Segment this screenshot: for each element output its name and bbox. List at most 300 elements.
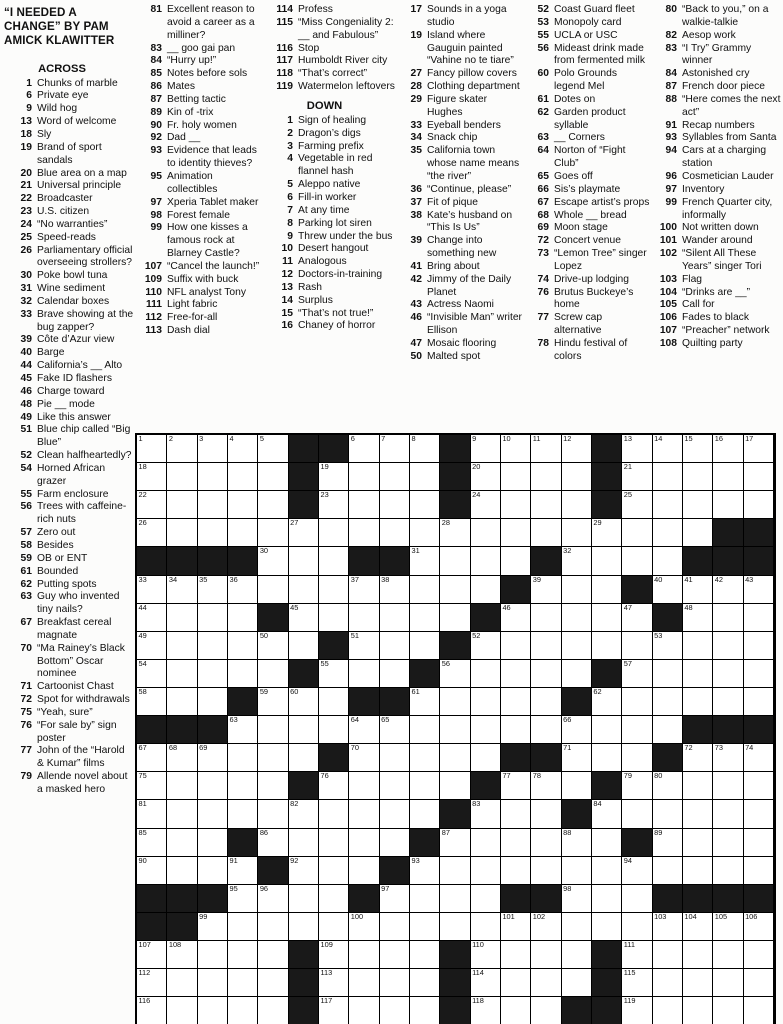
grid-cell[interactable] bbox=[167, 463, 197, 491]
grid-cell[interactable] bbox=[167, 969, 197, 997]
grid-cell[interactable] bbox=[167, 800, 197, 828]
grid-cell[interactable] bbox=[289, 604, 319, 632]
grid-cell[interactable] bbox=[440, 660, 470, 688]
grid-cell[interactable] bbox=[622, 463, 652, 491]
grid-cell[interactable] bbox=[471, 688, 501, 716]
grid-cell[interactable] bbox=[198, 744, 228, 772]
grid-cell[interactable] bbox=[410, 744, 440, 772]
grid-cell[interactable] bbox=[622, 969, 652, 997]
grid-cell[interactable] bbox=[380, 829, 410, 857]
grid-cell[interactable] bbox=[258, 660, 288, 688]
grid-cell[interactable] bbox=[319, 913, 349, 941]
grid-cell[interactable] bbox=[410, 632, 440, 660]
grid-cell[interactable] bbox=[258, 829, 288, 857]
grid-cell[interactable] bbox=[744, 744, 774, 772]
grid-cell[interactable] bbox=[562, 772, 592, 800]
grid-cell[interactable] bbox=[531, 632, 561, 660]
grid-cell[interactable] bbox=[440, 519, 470, 547]
grid-cell[interactable] bbox=[380, 800, 410, 828]
grid-cell[interactable] bbox=[349, 576, 379, 604]
grid-cell[interactable] bbox=[258, 716, 288, 744]
grid-cell[interactable] bbox=[562, 632, 592, 660]
grid-cell[interactable] bbox=[501, 660, 531, 688]
grid-cell[interactable] bbox=[258, 800, 288, 828]
grid-cell[interactable] bbox=[531, 463, 561, 491]
grid-cell[interactable] bbox=[713, 744, 743, 772]
grid-cell[interactable] bbox=[592, 857, 622, 885]
grid-cell[interactable] bbox=[289, 885, 319, 913]
grid-cell[interactable] bbox=[228, 941, 258, 969]
grid-cell[interactable] bbox=[622, 997, 652, 1024]
grid-cell[interactable] bbox=[653, 632, 683, 660]
grid-cell[interactable] bbox=[744, 491, 774, 519]
grid-cell[interactable] bbox=[471, 997, 501, 1024]
grid-cell[interactable] bbox=[319, 519, 349, 547]
grid-cell[interactable] bbox=[289, 632, 319, 660]
grid-cell[interactable] bbox=[713, 857, 743, 885]
grid-cell[interactable] bbox=[228, 857, 258, 885]
grid-cell[interactable] bbox=[531, 913, 561, 941]
grid-cell[interactable] bbox=[744, 435, 774, 463]
grid-cell[interactable] bbox=[410, 800, 440, 828]
grid-cell[interactable] bbox=[471, 969, 501, 997]
grid-cell[interactable] bbox=[683, 632, 713, 660]
grid-cell[interactable] bbox=[592, 604, 622, 632]
grid-cell[interactable] bbox=[531, 941, 561, 969]
grid-cell[interactable] bbox=[380, 997, 410, 1024]
grid-cell[interactable] bbox=[258, 913, 288, 941]
grid-cell[interactable] bbox=[319, 997, 349, 1024]
grid-cell[interactable] bbox=[258, 491, 288, 519]
grid-cell[interactable] bbox=[562, 576, 592, 604]
grid-cell[interactable] bbox=[228, 997, 258, 1024]
grid-cell[interactable] bbox=[622, 604, 652, 632]
grid-cell[interactable] bbox=[258, 772, 288, 800]
grid-cell[interactable] bbox=[440, 716, 470, 744]
grid-cell[interactable] bbox=[501, 969, 531, 997]
grid-cell[interactable] bbox=[319, 829, 349, 857]
grid-cell[interactable] bbox=[622, 716, 652, 744]
grid-cell[interactable] bbox=[349, 829, 379, 857]
grid-cell[interactable] bbox=[380, 885, 410, 913]
grid-cell[interactable] bbox=[622, 688, 652, 716]
grid-cell[interactable] bbox=[713, 800, 743, 828]
grid-cell[interactable] bbox=[471, 547, 501, 575]
grid-cell[interactable] bbox=[289, 576, 319, 604]
grid-cell[interactable] bbox=[258, 885, 288, 913]
grid-cell[interactable] bbox=[137, 604, 167, 632]
grid-cell[interactable] bbox=[410, 547, 440, 575]
grid-cell[interactable] bbox=[380, 576, 410, 604]
grid-cell[interactable] bbox=[349, 941, 379, 969]
grid-cell[interactable] bbox=[380, 744, 410, 772]
grid-cell[interactable] bbox=[471, 576, 501, 604]
grid-cell[interactable] bbox=[198, 604, 228, 632]
grid-cell[interactable] bbox=[622, 435, 652, 463]
grid-cell[interactable] bbox=[319, 885, 349, 913]
grid-cell[interactable] bbox=[228, 885, 258, 913]
grid-cell[interactable] bbox=[319, 800, 349, 828]
grid-cell[interactable] bbox=[622, 547, 652, 575]
grid-cell[interactable] bbox=[440, 744, 470, 772]
grid-cell[interactable] bbox=[501, 829, 531, 857]
grid-cell[interactable] bbox=[319, 857, 349, 885]
grid-cell[interactable] bbox=[471, 857, 501, 885]
grid-cell[interactable] bbox=[198, 941, 228, 969]
grid-cell[interactable] bbox=[471, 941, 501, 969]
grid-cell[interactable] bbox=[622, 744, 652, 772]
grid-cell[interactable] bbox=[471, 744, 501, 772]
grid-cell[interactable] bbox=[228, 913, 258, 941]
grid-cell[interactable] bbox=[501, 772, 531, 800]
grid-cell[interactable] bbox=[713, 688, 743, 716]
grid-cell[interactable] bbox=[198, 519, 228, 547]
grid-cell[interactable] bbox=[653, 829, 683, 857]
grid-cell[interactable] bbox=[319, 772, 349, 800]
grid-cell[interactable] bbox=[713, 941, 743, 969]
grid-cell[interactable] bbox=[501, 913, 531, 941]
grid-cell[interactable] bbox=[744, 857, 774, 885]
grid-cell[interactable] bbox=[289, 519, 319, 547]
grid-cell[interactable] bbox=[228, 463, 258, 491]
grid-cell[interactable] bbox=[562, 941, 592, 969]
grid-cell[interactable] bbox=[410, 969, 440, 997]
grid-cell[interactable] bbox=[592, 800, 622, 828]
grid-cell[interactable] bbox=[471, 716, 501, 744]
grid-cell[interactable] bbox=[319, 604, 349, 632]
grid-cell[interactable] bbox=[501, 941, 531, 969]
grid-cell[interactable] bbox=[592, 688, 622, 716]
grid-cell[interactable] bbox=[167, 576, 197, 604]
grid-cell[interactable] bbox=[258, 547, 288, 575]
grid-cell[interactable] bbox=[228, 604, 258, 632]
grid-cell[interactable] bbox=[653, 519, 683, 547]
grid-cell[interactable] bbox=[137, 772, 167, 800]
grid-cell[interactable] bbox=[228, 660, 258, 688]
grid-cell[interactable] bbox=[683, 463, 713, 491]
grid-cell[interactable] bbox=[531, 519, 561, 547]
grid-cell[interactable] bbox=[137, 688, 167, 716]
grid-cell[interactable] bbox=[440, 913, 470, 941]
grid-cell[interactable] bbox=[531, 688, 561, 716]
grid-cell[interactable] bbox=[744, 800, 774, 828]
grid-cell[interactable] bbox=[713, 913, 743, 941]
grid-cell[interactable] bbox=[744, 463, 774, 491]
grid-cell[interactable] bbox=[410, 885, 440, 913]
grid-cell[interactable] bbox=[562, 885, 592, 913]
grid-cell[interactable] bbox=[440, 688, 470, 716]
grid-cell[interactable] bbox=[562, 913, 592, 941]
grid-cell[interactable] bbox=[592, 716, 622, 744]
grid-cell[interactable] bbox=[410, 772, 440, 800]
grid-cell[interactable] bbox=[744, 941, 774, 969]
grid-cell[interactable] bbox=[167, 660, 197, 688]
grid-cell[interactable] bbox=[744, 660, 774, 688]
grid-cell[interactable] bbox=[531, 969, 561, 997]
grid-cell[interactable] bbox=[198, 800, 228, 828]
grid-cell[interactable] bbox=[622, 632, 652, 660]
grid-cell[interactable] bbox=[531, 857, 561, 885]
grid-cell[interactable] bbox=[440, 857, 470, 885]
grid-cell[interactable] bbox=[167, 632, 197, 660]
grid-cell[interactable] bbox=[198, 660, 228, 688]
grid-cell[interactable] bbox=[349, 716, 379, 744]
grid-cell[interactable] bbox=[258, 969, 288, 997]
grid-cell[interactable] bbox=[713, 463, 743, 491]
grid-cell[interactable] bbox=[531, 800, 561, 828]
grid-cell[interactable] bbox=[349, 800, 379, 828]
grid-cell[interactable] bbox=[592, 576, 622, 604]
grid-cell[interactable] bbox=[167, 604, 197, 632]
grid-cell[interactable] bbox=[471, 660, 501, 688]
grid-cell[interactable] bbox=[683, 491, 713, 519]
grid-cell[interactable] bbox=[167, 997, 197, 1024]
grid-cell[interactable] bbox=[349, 913, 379, 941]
grid-cell[interactable] bbox=[744, 997, 774, 1024]
grid-cell[interactable] bbox=[683, 829, 713, 857]
grid-cell[interactable] bbox=[410, 435, 440, 463]
grid-cell[interactable] bbox=[137, 997, 167, 1024]
grid-cell[interactable] bbox=[289, 547, 319, 575]
grid-cell[interactable] bbox=[319, 688, 349, 716]
grid-cell[interactable] bbox=[258, 997, 288, 1024]
grid-cell[interactable] bbox=[228, 800, 258, 828]
grid-cell[interactable] bbox=[380, 604, 410, 632]
grid-cell[interactable] bbox=[440, 772, 470, 800]
grid-cell[interactable] bbox=[501, 547, 531, 575]
grid-cell[interactable] bbox=[440, 885, 470, 913]
grid-cell[interactable] bbox=[622, 941, 652, 969]
grid-cell[interactable] bbox=[380, 435, 410, 463]
grid-cell[interactable] bbox=[258, 632, 288, 660]
grid-cell[interactable] bbox=[137, 576, 167, 604]
grid-cell[interactable] bbox=[744, 772, 774, 800]
grid-cell[interactable] bbox=[258, 941, 288, 969]
grid-cell[interactable] bbox=[137, 491, 167, 519]
grid-cell[interactable] bbox=[501, 519, 531, 547]
grid-cell[interactable] bbox=[562, 547, 592, 575]
grid-cell[interactable] bbox=[258, 463, 288, 491]
grid-cell[interactable] bbox=[653, 969, 683, 997]
grid-cell[interactable] bbox=[228, 772, 258, 800]
grid-cell[interactable] bbox=[683, 941, 713, 969]
grid-cell[interactable] bbox=[198, 688, 228, 716]
grid-cell[interactable] bbox=[258, 576, 288, 604]
grid-cell[interactable] bbox=[410, 491, 440, 519]
grid-cell[interactable] bbox=[349, 997, 379, 1024]
grid-cell[interactable] bbox=[744, 913, 774, 941]
grid-cell[interactable] bbox=[622, 885, 652, 913]
grid-cell[interactable] bbox=[471, 885, 501, 913]
grid-cell[interactable] bbox=[713, 604, 743, 632]
grid-cell[interactable] bbox=[410, 716, 440, 744]
grid-cell[interactable] bbox=[167, 491, 197, 519]
grid-cell[interactable] bbox=[562, 604, 592, 632]
grid-cell[interactable] bbox=[198, 576, 228, 604]
grid-cell[interactable] bbox=[713, 576, 743, 604]
grid-cell[interactable] bbox=[531, 997, 561, 1024]
grid-cell[interactable] bbox=[349, 463, 379, 491]
grid-cell[interactable] bbox=[683, 435, 713, 463]
grid-cell[interactable] bbox=[713, 435, 743, 463]
grid-cell[interactable] bbox=[349, 744, 379, 772]
grid-cell[interactable] bbox=[258, 744, 288, 772]
grid-cell[interactable] bbox=[683, 519, 713, 547]
grid-cell[interactable] bbox=[198, 997, 228, 1024]
grid-cell[interactable] bbox=[349, 772, 379, 800]
grid-cell[interactable] bbox=[653, 997, 683, 1024]
grid-cell[interactable] bbox=[137, 744, 167, 772]
grid-cell[interactable] bbox=[289, 744, 319, 772]
grid-cell[interactable] bbox=[683, 576, 713, 604]
grid-cell[interactable] bbox=[653, 857, 683, 885]
grid-cell[interactable] bbox=[228, 491, 258, 519]
grid-cell[interactable] bbox=[289, 800, 319, 828]
grid-cell[interactable] bbox=[653, 688, 683, 716]
grid-cell[interactable] bbox=[440, 547, 470, 575]
grid-cell[interactable] bbox=[653, 463, 683, 491]
grid-cell[interactable] bbox=[471, 632, 501, 660]
grid-cell[interactable] bbox=[683, 688, 713, 716]
grid-cell[interactable] bbox=[653, 772, 683, 800]
grid-cell[interactable] bbox=[683, 604, 713, 632]
grid-cell[interactable] bbox=[471, 829, 501, 857]
grid-cell[interactable] bbox=[258, 688, 288, 716]
grid-cell[interactable] bbox=[653, 491, 683, 519]
grid-cell[interactable] bbox=[167, 435, 197, 463]
grid-cell[interactable] bbox=[137, 632, 167, 660]
grid-cell[interactable] bbox=[653, 547, 683, 575]
grid-cell[interactable] bbox=[198, 913, 228, 941]
grid-cell[interactable] bbox=[228, 519, 258, 547]
grid-cell[interactable] bbox=[349, 604, 379, 632]
grid-cell[interactable] bbox=[592, 547, 622, 575]
grid-cell[interactable] bbox=[289, 857, 319, 885]
grid-cell[interactable] bbox=[471, 800, 501, 828]
grid-cell[interactable] bbox=[440, 829, 470, 857]
grid-cell[interactable] bbox=[744, 969, 774, 997]
grid-cell[interactable] bbox=[592, 913, 622, 941]
grid-cell[interactable] bbox=[622, 519, 652, 547]
grid-cell[interactable] bbox=[228, 576, 258, 604]
grid-cell[interactable] bbox=[501, 688, 531, 716]
grid-cell[interactable] bbox=[713, 660, 743, 688]
grid-cell[interactable] bbox=[137, 941, 167, 969]
grid-cell[interactable] bbox=[713, 969, 743, 997]
grid-cell[interactable] bbox=[198, 435, 228, 463]
grid-cell[interactable] bbox=[531, 491, 561, 519]
grid-cell[interactable] bbox=[410, 688, 440, 716]
grid-cell[interactable] bbox=[683, 969, 713, 997]
grid-cell[interactable] bbox=[531, 435, 561, 463]
grid-cell[interactable] bbox=[137, 519, 167, 547]
grid-cell[interactable] bbox=[198, 772, 228, 800]
grid-cell[interactable] bbox=[683, 772, 713, 800]
grid-cell[interactable] bbox=[319, 463, 349, 491]
grid-cell[interactable] bbox=[380, 660, 410, 688]
grid-cell[interactable] bbox=[501, 800, 531, 828]
grid-cell[interactable] bbox=[683, 913, 713, 941]
grid-cell[interactable] bbox=[167, 829, 197, 857]
grid-cell[interactable] bbox=[440, 604, 470, 632]
grid-cell[interactable] bbox=[380, 491, 410, 519]
grid-cell[interactable] bbox=[653, 800, 683, 828]
grid-cell[interactable] bbox=[592, 744, 622, 772]
grid-cell[interactable] bbox=[501, 716, 531, 744]
grid-cell[interactable] bbox=[198, 857, 228, 885]
grid-cell[interactable] bbox=[653, 660, 683, 688]
grid-cell[interactable] bbox=[622, 913, 652, 941]
grid-cell[interactable] bbox=[380, 941, 410, 969]
grid-cell[interactable] bbox=[683, 744, 713, 772]
grid-cell[interactable] bbox=[137, 660, 167, 688]
grid-cell[interactable] bbox=[198, 491, 228, 519]
grid-cell[interactable] bbox=[471, 491, 501, 519]
grid-cell[interactable] bbox=[744, 604, 774, 632]
grid-cell[interactable] bbox=[380, 716, 410, 744]
grid-cell[interactable] bbox=[744, 576, 774, 604]
grid-cell[interactable] bbox=[410, 941, 440, 969]
grid-cell[interactable] bbox=[531, 829, 561, 857]
grid-cell[interactable] bbox=[501, 604, 531, 632]
grid-cell[interactable] bbox=[713, 772, 743, 800]
grid-cell[interactable] bbox=[137, 829, 167, 857]
grid-cell[interactable] bbox=[410, 604, 440, 632]
grid-cell[interactable] bbox=[622, 857, 652, 885]
grid-cell[interactable] bbox=[531, 716, 561, 744]
grid-cell[interactable] bbox=[683, 857, 713, 885]
grid-cell[interactable] bbox=[228, 435, 258, 463]
grid-cell[interactable] bbox=[319, 491, 349, 519]
grid-cell[interactable] bbox=[198, 829, 228, 857]
grid-cell[interactable] bbox=[622, 800, 652, 828]
grid-cell[interactable] bbox=[228, 744, 258, 772]
grid-cell[interactable] bbox=[683, 800, 713, 828]
grid-cell[interactable] bbox=[653, 435, 683, 463]
grid-cell[interactable] bbox=[319, 969, 349, 997]
grid-cell[interactable] bbox=[410, 997, 440, 1024]
grid-cell[interactable] bbox=[167, 519, 197, 547]
grid-cell[interactable] bbox=[137, 969, 167, 997]
grid-cell[interactable] bbox=[562, 744, 592, 772]
grid-cell[interactable] bbox=[713, 997, 743, 1024]
grid-cell[interactable] bbox=[137, 463, 167, 491]
grid-cell[interactable] bbox=[653, 716, 683, 744]
grid-cell[interactable] bbox=[258, 519, 288, 547]
grid-cell[interactable] bbox=[562, 491, 592, 519]
grid-cell[interactable] bbox=[319, 716, 349, 744]
grid-cell[interactable] bbox=[410, 913, 440, 941]
grid-cell[interactable] bbox=[198, 463, 228, 491]
grid-cell[interactable] bbox=[380, 463, 410, 491]
grid-cell[interactable] bbox=[744, 632, 774, 660]
grid-cell[interactable] bbox=[592, 829, 622, 857]
grid-cell[interactable] bbox=[501, 435, 531, 463]
grid-cell[interactable] bbox=[562, 660, 592, 688]
grid-cell[interactable] bbox=[653, 941, 683, 969]
grid-cell[interactable] bbox=[562, 463, 592, 491]
grid-cell[interactable] bbox=[471, 463, 501, 491]
grid-cell[interactable] bbox=[319, 576, 349, 604]
grid-cell[interactable] bbox=[349, 491, 379, 519]
grid-cell[interactable] bbox=[562, 829, 592, 857]
grid-cell[interactable] bbox=[713, 491, 743, 519]
grid-cell[interactable] bbox=[198, 969, 228, 997]
grid-cell[interactable] bbox=[410, 576, 440, 604]
grid-cell[interactable] bbox=[471, 519, 501, 547]
grid-cell[interactable] bbox=[137, 435, 167, 463]
grid-cell[interactable] bbox=[531, 660, 561, 688]
